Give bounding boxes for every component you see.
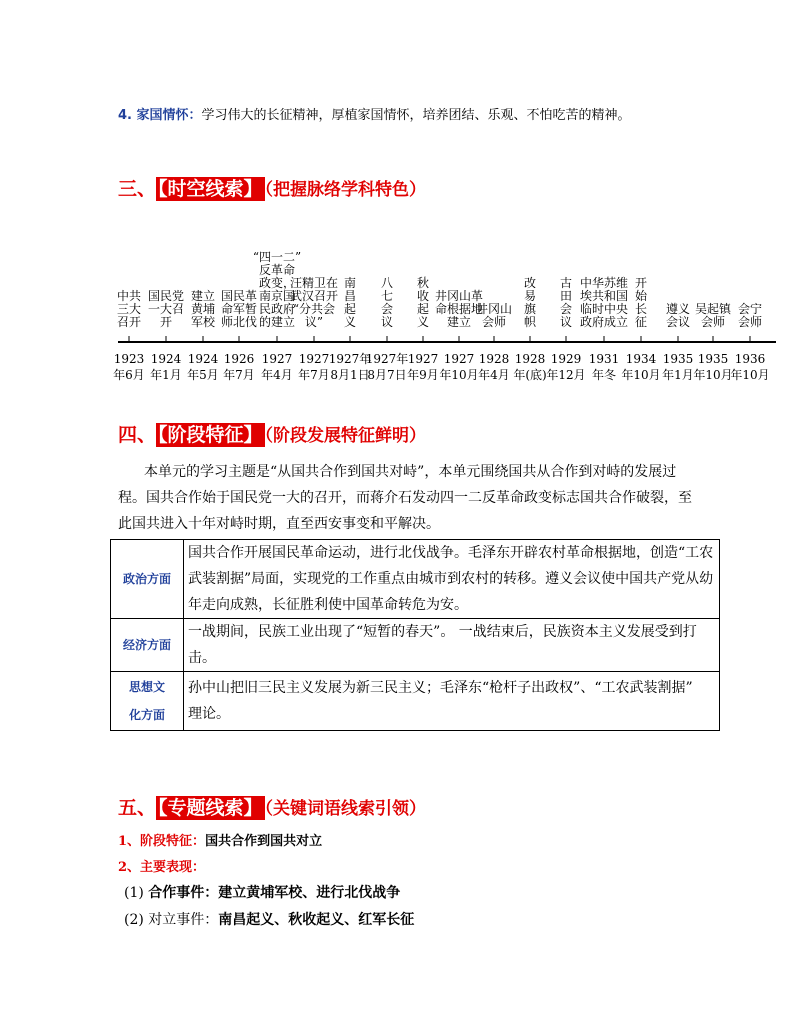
- timeline-event-label: 会师: [481, 315, 507, 329]
- timeline-event-label: 田: [559, 289, 573, 303]
- timeline-month-label: 年10月: [693, 368, 733, 382]
- section-title: 【时空线索】: [158, 178, 263, 200]
- timeline-event-label: 旗: [523, 302, 537, 316]
- timeline-event-label: 师北伐: [220, 315, 258, 329]
- timeline-event-label: 吴起镇: [694, 302, 732, 316]
- timeline-event-label: 军校: [190, 315, 216, 329]
- timeline-event-label: 会师: [737, 315, 763, 329]
- timeline-event-label: 一大召: [147, 302, 185, 316]
- timeline-event-label: 议: [380, 315, 394, 329]
- timeline-event-label: 武汉召开: [289, 289, 339, 303]
- timeline-year-label: 1923: [113, 352, 145, 366]
- row-content: 一战期间，民族工业出现了“短暂的春天”。 一战结束后，民族资本主义发展受到打 击。: [184, 619, 720, 672]
- section-title: 【专题线索】: [158, 797, 263, 819]
- timeline-event-label: 义: [416, 315, 430, 329]
- timeline-event-label: 征: [634, 315, 648, 329]
- intro-line: 本单元的学习主题是“从国共合作到国共对峙”，本单元围绕国共从合作到对峙的发展过: [144, 464, 677, 480]
- timeline-event-label: 始: [634, 289, 648, 303]
- timeline-event-label: 的建立: [258, 315, 296, 329]
- timeline-event-label: “四一二”: [252, 250, 302, 264]
- row-content: 国共合作开展国民革命运动，进行北伐战争。毛泽东开辟农村革命根据地，创造“工农 武装割据”局面，实现党的工作重点由城市到农村的转移。遵义会议使中国共产党从幼 年走向成熟，长征胜利使中国革命转危为安。: [184, 540, 720, 619]
- timeline-year-label: 1924: [187, 352, 219, 366]
- timeline-year-label: 1936: [734, 352, 766, 366]
- timeline-event-label: “分共会: [292, 302, 336, 316]
- list-item: 2、主要表现：: [118, 860, 206, 875]
- section-heading-stage: [118, 420, 426, 447]
- timeline-year-label: 1928: [478, 352, 510, 366]
- timeline-month-label: 年12月: [546, 368, 586, 382]
- intro-paragraph: [118, 459, 698, 537]
- timeline-event-label: 召开: [116, 315, 142, 329]
- timeline-month-label: 年5月: [187, 368, 219, 382]
- timeline-event-label: 长: [634, 302, 648, 316]
- intro-line: 程。国共合作始于国民党一大的召开，而蒋介石发动四一二反革命政变标志国共合作破裂，至: [118, 490, 692, 506]
- timeline-month-label: 年1月: [662, 368, 694, 382]
- timeline-event-label: 义: [343, 315, 357, 329]
- timeline-event-label: 南: [343, 276, 357, 290]
- point-text: 学习伟大的长征精神，厚植家国情怀，培养团结、乐观、不怕吃苦的精神。: [201, 108, 631, 123]
- timeline-month-label: 年7月: [298, 368, 330, 382]
- timeline-month-label: 年6月: [113, 368, 145, 382]
- section-heading-timeline: [118, 174, 426, 201]
- timeline-year-label: 1927: [298, 352, 330, 366]
- timeline-year-label: 1928: [514, 352, 546, 366]
- timeline-month-label: 8月7日: [367, 368, 407, 382]
- timeline-event-label: 三大: [116, 302, 142, 316]
- timeline-month-label: 年10月: [439, 368, 479, 382]
- timeline-month-label: 年9月: [407, 368, 439, 382]
- section-subtitle: （把握脉络学科特色）: [264, 180, 427, 200]
- timeline-event-label: 收: [416, 289, 430, 303]
- table-row: [111, 619, 720, 672]
- timeline-chart: [110, 228, 780, 390]
- timeline-event-label: 命根据地: [434, 302, 484, 316]
- section-subtitle: （阶段发展特征鲜明）: [264, 426, 427, 446]
- timeline-event-label: 起: [416, 302, 430, 316]
- timeline-event-label: 易: [523, 289, 537, 303]
- timeline-month-label: 年7月: [223, 368, 255, 382]
- timeline-event-label: 汪精卫在: [289, 276, 339, 290]
- timeline-year-label: 1935: [697, 352, 729, 366]
- section-heading-topic: [118, 793, 426, 820]
- timeline-event-label: 会宁: [737, 302, 763, 316]
- timeline-event-label: 改: [523, 276, 537, 290]
- timeline-event-label: 议: [559, 315, 573, 329]
- timeline-year-label: 1934: [625, 352, 657, 366]
- timeline-month-label: 年冬: [591, 368, 617, 382]
- timeline-event-label: 国民革: [220, 289, 258, 303]
- timeline-year-label: 1927年: [328, 352, 372, 366]
- timeline-event-label: 会: [380, 302, 394, 316]
- timeline-event-label: 会议: [665, 315, 691, 329]
- timeline-event-label: 古: [559, 276, 573, 290]
- timeline-year-label: 1924: [150, 352, 182, 366]
- section-title: 【阶段特征】: [158, 424, 263, 446]
- timeline-year-label: 1929: [550, 352, 582, 366]
- timeline-event-label: 秋: [416, 276, 430, 290]
- timeline-event-label: 临时中央: [579, 302, 629, 316]
- timeline-month-label: 年(底): [513, 368, 547, 382]
- timeline-event-label: 反革命: [258, 263, 296, 277]
- sub-list-item: (1) 合作事件：建立黄埔军校、进行北伐战争: [124, 885, 401, 901]
- list-item: 1、阶段特征：国共合作到国共对立: [118, 834, 323, 849]
- timeline-event-label: 中华苏维: [579, 276, 629, 290]
- timeline-event-label: 埃共和国: [579, 289, 629, 303]
- row-header: 政治方面: [111, 540, 184, 619]
- section-subtitle: （关键词语线索引领）: [264, 799, 427, 819]
- timeline-event-label: 遵义: [665, 302, 691, 316]
- timeline-year-label: 1927: [407, 352, 439, 366]
- timeline-event-label: 帜: [523, 315, 537, 329]
- timeline-month-label: 年4月: [478, 368, 510, 382]
- timeline-event-label: 建立: [446, 315, 472, 329]
- patriotism-point: [118, 104, 631, 123]
- timeline-year-label: 1927: [261, 352, 293, 366]
- sub-list-item: (2) 对立事件：南昌起义、秋收起义、红军长征: [124, 912, 415, 928]
- section-number: 四、: [118, 424, 157, 446]
- timeline-event-label: 昌: [343, 289, 357, 303]
- timeline-year-label: 1931: [588, 352, 620, 366]
- timeline-month-label: 年4月: [261, 368, 293, 382]
- timeline-event-label: 八: [380, 276, 394, 290]
- intro-line: 此国共进入十年对峙时期，直至西安事变和平解决。: [118, 516, 440, 532]
- timeline-event-label: 民政府: [258, 302, 296, 316]
- table-row: [111, 540, 720, 619]
- row-header: 思想文 化方面: [111, 672, 184, 731]
- timeline-event-label: 会师: [700, 315, 726, 329]
- timeline-event-label: 命军暂: [220, 302, 258, 316]
- timeline-event-label: 议”: [304, 315, 324, 329]
- timeline-month-label: 年10月: [621, 368, 661, 382]
- timeline-event-label: 政府成立: [579, 315, 629, 329]
- timeline-event-label: 黄埔: [190, 302, 216, 316]
- timeline-event-label: 南京国: [258, 289, 296, 303]
- timeline-event-label: 国民党: [147, 289, 185, 303]
- timeline-month-label: 年1月: [150, 368, 182, 382]
- timeline-event-label: 七: [380, 289, 394, 303]
- point-label: 4. 家国情怀：: [118, 108, 202, 123]
- timeline-year-label: 1927年: [365, 352, 409, 366]
- timeline-event-label: 开: [159, 315, 173, 329]
- timeline-month-label: 年10月: [730, 368, 770, 382]
- row-header: 经济方面: [111, 619, 184, 672]
- timeline-event-label: 建立: [190, 289, 216, 303]
- timeline-event-label: 会: [559, 302, 573, 316]
- timeline-event-label: 井冈山: [475, 302, 513, 316]
- timeline-year-label: 1927: [443, 352, 475, 366]
- section-number: 三、: [118, 178, 157, 200]
- stage-table: [110, 539, 720, 731]
- section-number: 五、: [118, 797, 157, 819]
- timeline-month-label: 8月1日: [330, 368, 370, 382]
- timeline-event-label: 中共: [116, 289, 142, 303]
- timeline-event-label: 井冈山革: [434, 289, 484, 303]
- timeline-event-label: 开: [634, 276, 648, 290]
- table-row: [111, 672, 720, 731]
- timeline-year-label: 1926: [223, 352, 255, 366]
- timeline-year-label: 1935: [662, 352, 694, 366]
- row-content: 孙中山把旧三民主义发展为新三民主义；毛泽东“枪杆子出政权”、“工农武装割据” 理论。: [184, 672, 720, 731]
- timeline-event-label: 起: [343, 302, 357, 316]
- timeline-event-label: 政变，: [258, 276, 296, 290]
